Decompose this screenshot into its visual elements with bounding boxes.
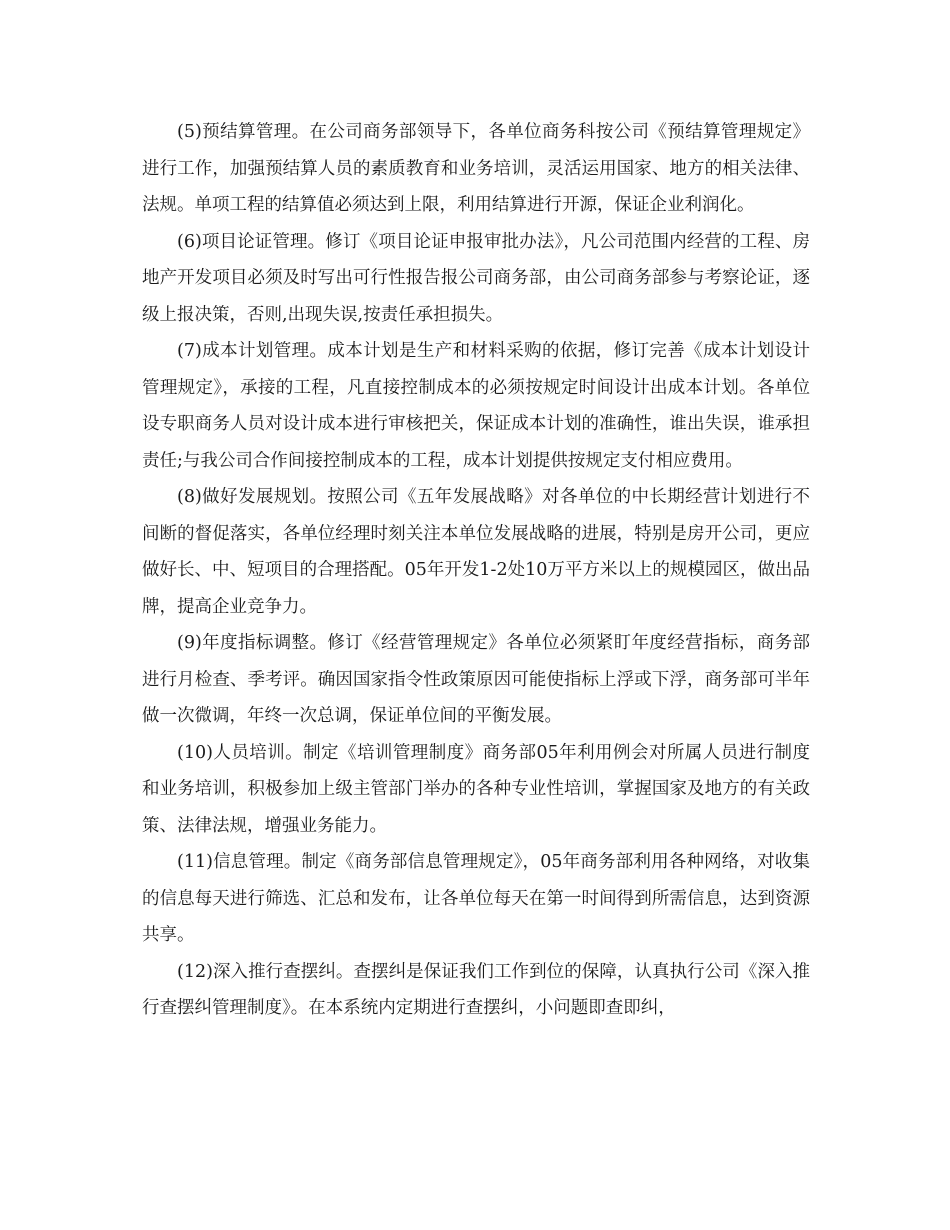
paragraph-inspection-correction: (12)深入推行查摆纠。查摆纠是保证我们工作到位的保障，认真执行公司《深入推行查摆纠管理制度》。在本系统内定期进行查摆纠，小问题即查即纠， bbox=[142, 961, 810, 1018]
document-body bbox=[142, 114, 810, 1027]
paragraph-budget-settlement: (5)预结算管理。在公司商务部领导下，各单位商务科按公司《预结算管理规定》进行工作，加强预结算人员的素质教育和业务培训，灵活运用国家、地方的相关法律、法规。单项工程的结算值必须达到上限，利用结算进行开源，保证企业利润化。 bbox=[142, 122, 810, 215]
paragraph-annual-targets: (9)年度指标调整。修订《经营管理规定》各单位必须紧盯年度经营指标，商务部进行月检查、季考评。确因国家指令性政策原因可能使指标上浮或下浮，商务部可半年做一次微调，年终一次总调，保证单位间的平衡发展。 bbox=[142, 633, 810, 726]
paragraph-cost-planning: (7)成本计划管理。成本计划是生产和材料采购的依据，修订完善《成本计划设计管理规定》，承接的工程，凡直接控制成本的必须按规定时间设计出成本计划。各单位设专职商务人员对设计成本进行审核把关，保证成本计划的准确性，谁出失误，谁承担责任;与我公司合作间接控制成本的工程，成本计划提供按规定支付相应费用。 bbox=[142, 341, 810, 471]
paragraph-development-planning: (8)做好发展规划。按照公司《五年发展战略》对各单位的中长期经营计划进行不间断的督促落实，各单位经理时刻关注本单位发展战略的进展，特别是房开公司，更应做好长、中、短项目的合理搭配。05年开发1-2处10万平方米以上的规模园区，做出品牌，提高企业竞争力。 bbox=[142, 487, 810, 617]
paragraph-project-demonstration: (6)项目论证管理。修订《项目论证申报审批办法》，凡公司范围内经营的工程、房地产开发项目必须及时写出可行性报告报公司商务部，由公司商务部参与考察论证，逐级上报决策，否则,出现失误,按责任承担损失。 bbox=[142, 231, 810, 325]
paragraph-information-management: (11)信息管理。制定《商务部信息管理规定》，05年商务部利用各种网络，对收集的信息每天进行筛选、汇总和发布，让各单位每天在第一时间得到所需信息，达到资源共享。 bbox=[142, 852, 810, 945]
paragraph-staff-training: (10)人员培训。制定《培训管理制度》商务部05年利用例会对所属人员进行制度和业务培训，积极参加上级主管部门举办的各种专业性培训，掌握国家及地方的有关政策、法律法规，增强业务能力。 bbox=[142, 742, 810, 836]
